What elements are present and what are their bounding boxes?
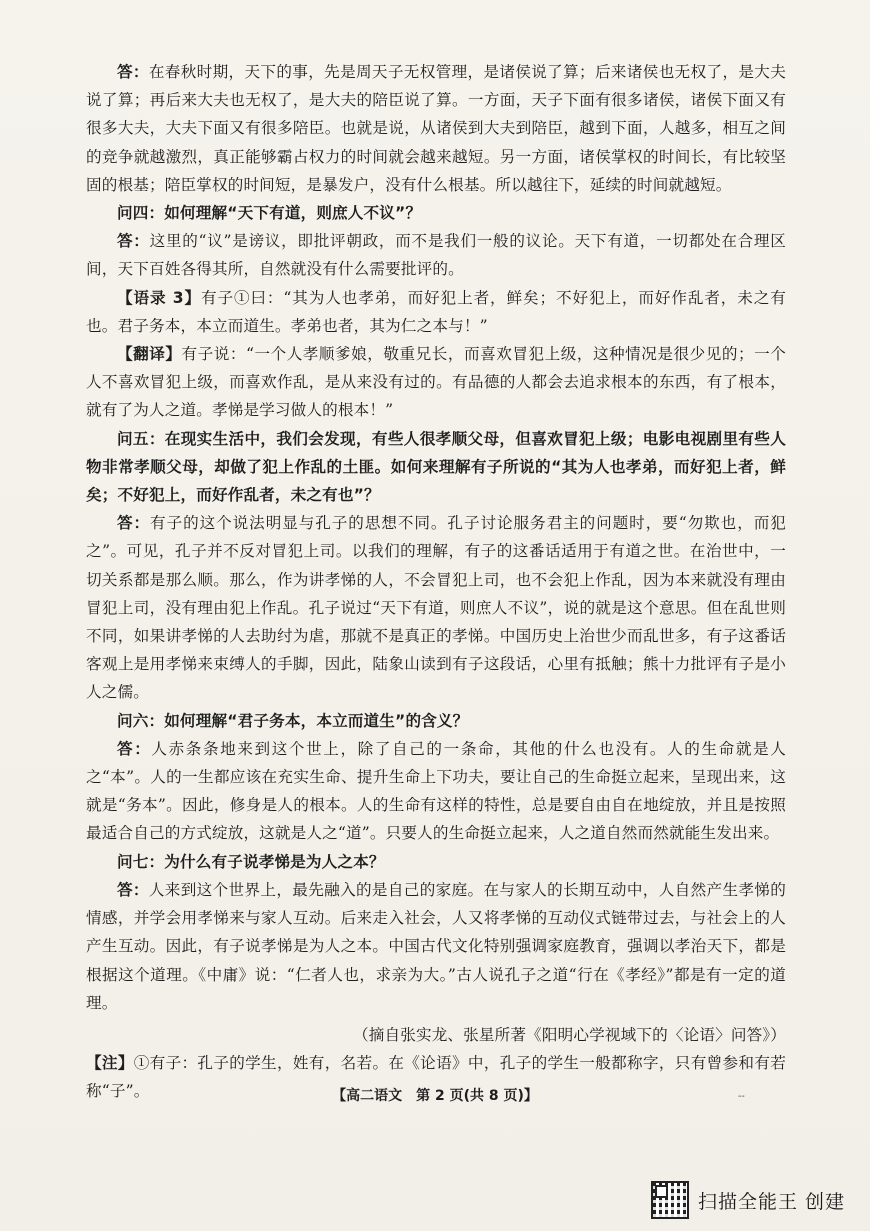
answer-label: 答： — [117, 880, 149, 899]
translation — [86, 340, 786, 425]
answer-6 — [86, 735, 786, 848]
answer-text: 人来到这个世界上，最先融入的是自己的家庭。在与家人的长期互动中，人自然产生孝悌的情感，并学会用孝悌来与家人互动。后来走入社会，人又将孝悌的互动仪式链带过去，与社会上的人产生互动。因此，有子说孝悌是为人之本。中国古代文化特别强调家庭教育，强调以孝治天下，都是根据这个道理。《中庸》说：“仁者人也，求亲为大。”古人说孔子之道“行在《孝经》”都是有一定的道理。 — [86, 880, 786, 1012]
answer-text: 这里的“议”是谤议，即批评朝政，而不是我们一般的议论。天下有道，一切都处在合理区间，天下百姓各得其所，自然就没有什么需要批评的。 — [86, 232, 786, 279]
quotation-label: 【语录 3】 — [117, 288, 201, 307]
answer-5 — [86, 509, 786, 706]
page-footer: 【高二语文 第 2 页(共 8 页)】 — [332, 1088, 538, 1104]
answer-3 — [86, 58, 786, 199]
answer-label: 答： — [117, 63, 149, 81]
scanner-watermark — [651, 1180, 851, 1220]
translation-label: 【翻译】 — [117, 345, 182, 364]
qr-code-icon — [651, 1181, 689, 1219]
footnote-text: ①有子：孔子的学生，姓有，名若。在《论语》中，孔子的学生一般都称字，只有曾参和有若称“子”。 — [86, 1054, 787, 1101]
answer-label: 答： — [117, 232, 150, 251]
answer-7 — [86, 876, 786, 1017]
question-5: 问五：在现实生活中，我们会发现，有些人很孝顺父母，但喜欢冒犯上级；电影电视剧里有些人物非常孝顺父母，却做了犯上作乱的土匪。如何来理解有子所说的“其为人也孝弟，而好犯上者，鲜矣；不好犯上，而好作乱者，未之有也”？ — [86, 429, 786, 505]
answer-text: 在春秋时期，天下的事，先是周天子无权管理，是诸侯说了算；后来诸侯也无权了，是大夫说了算；再后来大夫也无权了，是大夫的陪臣说了算。一方面，天子下面有很多诸侯，诸侯下面又有很多大夫，大夫下面又有很多陪臣。也就是说，从诸侯到大夫到陪臣，越到下面，人越多，相互之间的竞争就越激烈，真正能够霸占权力的时间就会越来越短。另一方面，诸侯掌权的时间长，有比较坚固的根基；陪臣掌权的时间短，是暴发户，没有什么根基。所以越往下，延续的时间就越短。 — [86, 63, 786, 194]
answer-text: 有子的这个说法明显与孔子的思想不同。孔子讨论服务君主的问题时，要“勿欺也，而犯之”。可见，孔子并不反对冒犯上司。以我们的理解，有子的这番话适用于有道之世。在治世中，一切关系都是那么顺。那么，作为讲孝悌的人，不会冒犯上司，也不会犯上作乱，因为本来就没有理由冒犯上司，没有理由犯上作乱。孔子说过“天下有道，则庶人不议”，说的就是这个意思。但在乱世则不同，如果讲孝悌的人去助纣为虐，那就不是真正的孝悌。中国历史上治世少而乱世多，有子这番话客观上是用孝悌来束缚人的手脚，因此，陆象山读到有子这段话，心里有抵触；熊十力批评有子是小人之儒。 — [86, 514, 786, 702]
footnote-label: 【注】 — [86, 1054, 134, 1073]
answer-label: 答： — [117, 739, 152, 758]
question-6: 问六：如何理解“君子务本，本立而道生”的含义？ — [117, 711, 469, 730]
answer-4 — [86, 227, 786, 283]
question-7: 问七：为什么有子说孝悌是为人之本？ — [117, 852, 385, 871]
translation-text: 有子说：“一个人孝顺爹娘，敬重兄长，而喜欢冒犯上级，这种情况是很少见的；一个人不喜欢冒犯上级，而喜欢作乱，是从来没有过的。有品德的人都会去追求根本的东西，有了根本，就有了为人之道。孝悌是学习做人的根本！” — [86, 345, 786, 420]
document-body — [86, 58, 786, 1106]
source-citation: （摘自张实龙、张星所著《阳明心学视域下的〈论语〉问答》） — [352, 1025, 786, 1044]
question-4: 问四：如何理解“天下有道，则庶人不议”？ — [117, 204, 422, 223]
quotation-3 — [86, 284, 786, 340]
answer-label: 答： — [117, 514, 151, 533]
answer-text: 人赤条条地来到这个世上，除了自己的一条命，其他的什么也没有。人的生命就是人之“本”。人的一生都应该在充实生命、提升生命上下功夫，要让自己的生命挺立起来，呈现出来，这就是“务本”。因此，修身是人的根本。人的生命有这样的特性，总是要自由自在地绽放，并且是按照最适合自己的方式绽放，这就是人之“道”。只要人的生命挺立起来，人之道自然而然就能生发出来。 — [86, 739, 786, 843]
quotation-text: 有子①曰：“其为人也孝弟，而好犯上者，鲜矣；不好犯上，而好作乱者，未之有也。君子务本，本立而道生。孝弟也者，其为仁之本与！” — [86, 288, 787, 335]
footer-dash: -- — [738, 1091, 745, 1102]
watermark-text: 扫描全能王 创建 — [698, 1190, 846, 1213]
